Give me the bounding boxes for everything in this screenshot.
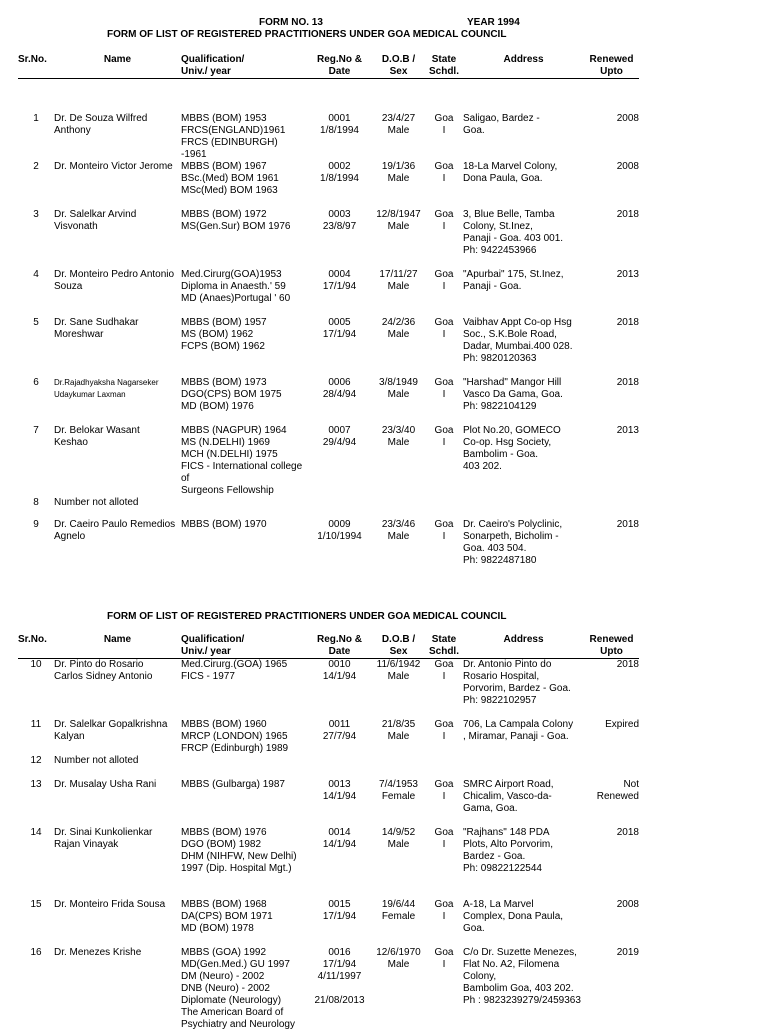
practitioners-table-1 <box>18 54 639 579</box>
col-dob: D.O.B / Sex <box>372 54 425 79</box>
reg-cell: 0001 1/8/1994 <box>320 113 359 136</box>
qualification-cell <box>181 755 307 779</box>
dob-cell: 24/2/36 Male <box>381 317 416 340</box>
qualification-cell <box>181 497 307 519</box>
name-cell: Dr. Salelkar Arvind Visvonath <box>54 209 137 232</box>
dob-cell: 11/6/1942 Male <box>376 659 421 682</box>
renewed-cell <box>584 497 639 519</box>
col-srno: Sr.No. <box>18 54 54 79</box>
qualification-cell: MBBS (GOA) 1992 MD(Gen.Med.) GU 1997 DM (Neuro) - 2002 DNB (Neuro) - 2002 Diplomate (Neurology) The American Board of Psychiatry and Neurology <box>181 947 295 1030</box>
col-qualification: Qualification/ Univ./ year <box>181 54 307 79</box>
qualification-cell: MBBS (BOM) 1972 MS(Gen.Sur) BOM 1976 <box>181 209 291 232</box>
qualification-cell: MBBS (BOM) 1960 MRCP (LONDON) 1965 FRCP (Edinburgh) 1989 <box>181 719 289 754</box>
table-row <box>18 317 639 377</box>
renewed-cell <box>584 755 639 779</box>
col-srno: Sr.No. <box>18 634 54 659</box>
state-cell: Goa I <box>434 317 454 340</box>
renewed-cell: Not Renewed <box>596 779 639 802</box>
col-state: State Schdl. <box>425 54 463 79</box>
srno-cell: 16 <box>30 947 42 958</box>
renewed-cell: 2013 <box>616 269 639 280</box>
name-cell: Number not alloted <box>54 755 139 766</box>
name-cell: Dr. Belokar Wasant Keshao <box>54 425 140 448</box>
name-cell: Dr. Monteiro Victor Jerome <box>54 161 173 172</box>
state-cell: Goa I <box>434 827 454 850</box>
address-cell <box>463 755 584 779</box>
table-row <box>18 719 639 755</box>
form-number: FORM NO. 13 <box>259 17 323 28</box>
name-cell: Dr. Salelkar Gopalkrishna Kalyan <box>54 719 168 742</box>
table-row <box>18 425 639 497</box>
table-header <box>18 634 639 659</box>
dob-cell: 23/3/46 Male <box>381 519 416 542</box>
reg-cell <box>307 497 372 519</box>
srno-cell: 8 <box>33 497 39 508</box>
col-dob: D.O.B / Sex <box>372 634 425 659</box>
dob-cell: 23/4/27 Male <box>381 113 416 136</box>
practitioners-table-2 <box>18 634 639 1031</box>
reg-cell: 0004 17/1/94 <box>322 269 357 292</box>
dob-cell: 23/3/40 Male <box>381 425 416 448</box>
state-cell: Goa I <box>434 947 454 970</box>
reg-cell: 0007 29/4/94 <box>322 425 357 448</box>
year-label: YEAR 1994 <box>467 17 520 28</box>
srno-cell: 5 <box>33 317 39 328</box>
name-cell: Dr. Monteiro Frida Sousa <box>54 899 166 910</box>
table-row <box>18 947 639 1031</box>
address-cell: Vaibhav Appt Co-op Hsg Soc., S.K.Bole Road, Dadar, Mumbai.400 028. Ph: 9820120363 <box>463 317 573 364</box>
table-row <box>18 659 639 720</box>
state-cell: Goa I <box>434 719 454 742</box>
address-cell: "Rajhans" 148 PDA Plots, Alto Porvorim, Bardez - Goa. Ph: 09822122544 <box>463 827 554 874</box>
state-cell: Goa I <box>434 113 454 136</box>
state-cell: Goa I <box>434 209 454 232</box>
col-address: Address <box>463 634 584 659</box>
name-cell: Dr. Pinto do Rosario Carlos Sidney Antonio <box>54 659 153 682</box>
address-cell: SMRC Airport Road, Chicalim, Vasco-da- Gama, Goa. <box>463 779 554 814</box>
qualification-cell: Med.Cirurg(GOA)1953 Diploma in Anaesth.' 59 MD (Anaes)Portugal ' 60 <box>181 269 291 304</box>
reg-cell: 0003 23/8/97 <box>322 209 357 232</box>
state-cell: Goa I <box>434 519 454 542</box>
table-row <box>18 827 639 899</box>
dob-cell: 14/9/52 Male <box>381 827 416 850</box>
table-row <box>18 497 639 519</box>
dob-cell: 19/1/36 Male <box>381 161 416 184</box>
col-address: Address <box>463 54 584 79</box>
dob-cell: 12/8/1947 Male <box>376 209 421 232</box>
name-cell: Dr. Musalay Usha Rani <box>54 779 157 790</box>
renewed-cell: 2018 <box>616 827 639 838</box>
reg-cell: 0015 17/1/94 <box>322 899 357 922</box>
state-cell: Goa I <box>434 161 454 184</box>
srno-cell: 4 <box>33 269 39 280</box>
renewed-cell: 2018 <box>616 377 639 388</box>
form-title: FORM OF LIST OF REGISTERED PRACTITIONERS UNDER GOA MEDICAL COUNCIL <box>107 29 507 40</box>
name-cell: Dr. Sane Sudhakar Moreshwar <box>54 317 139 340</box>
qualification-cell: MBBS (BOM) 1970 <box>181 519 267 530</box>
address-cell: 3, Blue Belle, Tamba Colony, St.Inez, Panaji - Goa. 403 001. Ph: 9422453966 <box>463 209 564 256</box>
table-row <box>18 899 639 947</box>
col-name: Name <box>54 634 181 659</box>
srno-cell: 15 <box>30 899 42 910</box>
name-cell: Number not alloted <box>54 497 139 508</box>
address-cell: Plot No.20, GOMECO Co-op. Hsg Society, Bambolim - Goa. 403 202. <box>463 425 561 472</box>
reg-cell: 0005 17/1/94 <box>322 317 357 340</box>
col-renewed: Renewed Upto <box>584 54 639 79</box>
srno-cell: 14 <box>30 827 42 838</box>
name-cell: Dr.Rajadhyaksha Nagarseker Udaykumar Laxman <box>54 378 159 399</box>
col-state: State Schdl. <box>425 634 463 659</box>
col-renewed: Renewed Upto <box>584 634 639 659</box>
reg-cell: 0011 27/7/94 <box>322 719 357 742</box>
qualification-cell: MBBS (NAGPUR) 1964 MS (N.DELHI) 1969 MCH (N.DELHI) 1975 FICS - International college of Surgeons Fellowship <box>181 425 303 496</box>
srno-cell: 10 <box>30 659 42 670</box>
srno-cell: 11 <box>30 719 42 730</box>
state-cell: Goa I <box>434 659 454 682</box>
col-name: Name <box>54 54 181 79</box>
renewed-cell: 2019 <box>616 947 639 958</box>
qualification-cell: MBBS (BOM) 1953 FRCS(ENGLAND)1961 FRCS (EDINBURGH) -1961 <box>181 113 286 160</box>
state-cell: Goa I <box>434 425 454 448</box>
qualification-cell: MBBS (BOM) 1957 MS (BOM) 1962 FCPS (BOM) 1962 <box>181 317 267 352</box>
address-cell: 706, La Campala Colony , Miramar, Panaji - Goa. <box>463 719 574 742</box>
table-row <box>18 161 639 209</box>
dob-cell: 21/8/35 Male <box>381 719 416 742</box>
srno-cell: 3 <box>33 209 39 220</box>
form-title-2: FORM OF LIST OF REGISTERED PRACTITIONERS UNDER GOA MEDICAL COUNCIL <box>107 611 507 622</box>
qualification-cell: MBBS (BOM) 1967 BSc.(Med) BOM 1961 MSc(Med) BOM 1963 <box>181 161 279 196</box>
address-cell <box>463 497 584 519</box>
address-cell: Saligao, Bardez - Goa. <box>463 113 540 136</box>
state-cell <box>425 497 463 519</box>
address-cell: 18-La Marvel Colony, Dona Paula, Goa. <box>463 161 558 184</box>
srno-cell: 2 <box>33 161 39 172</box>
name-cell: Dr. Monteiro Pedro Antonio Souza <box>54 269 175 292</box>
address-cell: Dr. Antonio Pinto do Rosario Hospital, Porvorim, Bardez - Goa. Ph: 9822102957 <box>463 659 571 706</box>
dob-cell: 12/6/1970 Male <box>376 947 421 970</box>
reg-cell: 0014 14/1/94 <box>322 827 357 850</box>
reg-cell: 0013 14/1/94 <box>322 779 357 802</box>
name-cell: Dr. De Souza Wilfred Anthony <box>54 113 148 136</box>
address-cell: Dr. Caeiro's Polyclinic, Sonarpeth, Bicholim - Goa. 403 504. Ph: 9822487180 <box>463 519 563 566</box>
name-cell: Dr. Menezes Krishe <box>54 947 142 958</box>
dob-cell: 7/4/1953 Female <box>379 779 418 802</box>
srno-cell: 9 <box>33 519 39 530</box>
qualification-cell: MBBS (BOM) 1973 DGO(CPS) BOM 1975 MD (BOM) 1976 <box>181 377 282 412</box>
dob-cell: 19/6/44 Female <box>381 899 416 922</box>
name-cell: Dr. Sinai Kunkolienkar Rajan Vinayak <box>54 827 153 850</box>
table-row <box>18 755 639 779</box>
renewed-cell: 2008 <box>616 113 639 124</box>
table-row <box>18 269 639 317</box>
table-row <box>18 79 639 162</box>
renewed-cell: 2008 <box>616 899 639 910</box>
state-cell: Goa I <box>434 377 454 400</box>
reg-cell: 0016 17/1/94 4/11/1997 21/08/2013 <box>314 947 365 1006</box>
dob-cell: 3/8/1949 Male <box>379 377 418 400</box>
address-cell: "Harshad" Mangor Hill Vasco Da Gama, Goa. Ph: 9822104129 <box>463 377 563 412</box>
table-row <box>18 377 639 425</box>
renewed-cell: Expired <box>605 719 639 730</box>
srno-cell: 13 <box>30 779 42 790</box>
qualification-cell: MBBS (BOM) 1976 DGO (BOM) 1982 DHM (NIHFW, New Delhi) 1997 (Dip. Hospital Mgt.) <box>181 827 297 874</box>
srno-cell: 1 <box>33 113 39 124</box>
renewed-cell: 2008 <box>616 161 639 172</box>
reg-cell: 0006 28/4/94 <box>322 377 357 400</box>
renewed-cell: 2013 <box>616 425 639 436</box>
dob-cell <box>372 755 425 779</box>
col-reg: Reg.No & Date <box>307 54 372 79</box>
table-row <box>18 779 639 827</box>
renewed-cell: 2018 <box>616 659 639 670</box>
col-qualification: Qualification/ Univ./ year <box>181 634 307 659</box>
dob-cell <box>372 497 425 519</box>
qualification-cell: MBBS (Gulbarga) 1987 <box>181 779 285 790</box>
renewed-cell: 2018 <box>616 209 639 220</box>
dob-cell: 17/11/27 Male <box>379 269 418 292</box>
qualification-cell: MBBS (BOM) 1968 DA(CPS) BOM 1971 MD (BOM) 1978 <box>181 899 273 934</box>
address-cell: "Apurbai" 175, St.Inez, Panaji - Goa. <box>463 269 564 292</box>
state-cell: Goa I <box>434 269 454 292</box>
renewed-cell: 2018 <box>616 519 639 530</box>
address-cell: C/o Dr. Suzette Menezes, Flat No. A2, Filomena Colony, Bambolim Goa, 403 202. Ph : 9823239279/2459363 <box>463 947 581 1006</box>
name-cell: Dr. Caeiro Paulo Remedios Agnelo <box>54 519 176 542</box>
address-cell: A-18, La Marvel Complex, Dona Paula, Goa. <box>463 899 564 934</box>
renewed-cell: 2018 <box>616 317 639 328</box>
srno-cell: 12 <box>30 755 42 766</box>
reg-cell: 0009 1/10/1994 <box>317 519 362 542</box>
state-cell: Goa I <box>434 779 454 802</box>
srno-cell: 7 <box>33 425 39 436</box>
table-header <box>18 54 639 79</box>
col-reg: Reg.No & Date <box>307 634 372 659</box>
table-row <box>18 519 639 579</box>
qualification-cell: Med.Cirurg.(GOA) 1965 FICS - 1977 <box>181 659 288 682</box>
reg-cell <box>307 755 372 779</box>
reg-cell: 0002 1/8/1994 <box>320 161 359 184</box>
table-row <box>18 209 639 269</box>
state-cell <box>425 755 463 779</box>
srno-cell: 6 <box>33 377 39 388</box>
state-cell: Goa I <box>434 899 454 922</box>
reg-cell: 0010 14/1/94 <box>322 659 357 682</box>
